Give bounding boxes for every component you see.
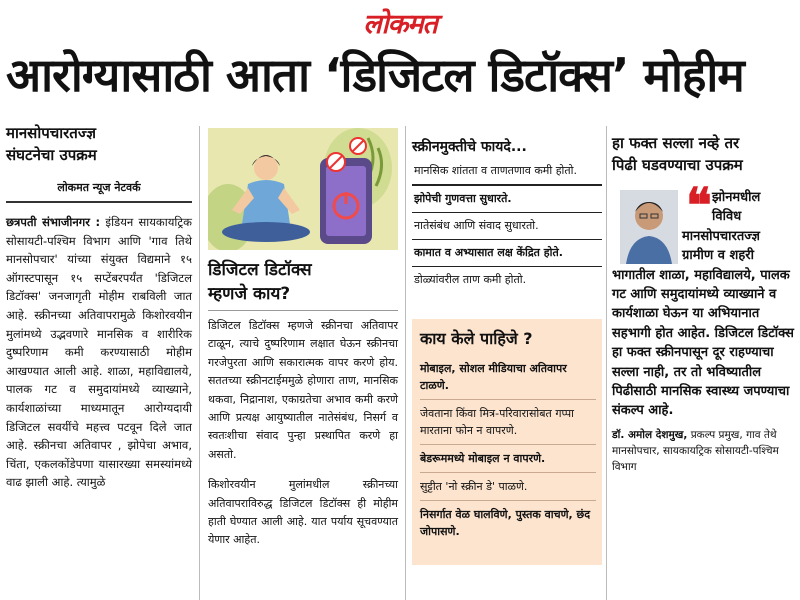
byline: लोकमत न्यूज नेटवर्क xyxy=(6,180,192,203)
explainer-paragraph: डिजिटल डिटॉक्स म्हणजे स्क्रीनचा अतिवापर टाळून, त्याचे दुष्परिणाम लक्षात घेऊन स्क्रीनचा गरजेपुरता आणि सकारात्मक वापर करणे होय. सततच्या स्क्रीनटाईममुळे होणारा ताण, मानसिक थकवा, निद्रानाश, एकाग्रतेचा अभाव कमी करणे आणि प्रत्यक्ष आयुष्यातील नातेसंबंध, निसर्ग व स्वतःशीचा संवाद पुन्हा प्रस्थापित करणे हा असतो. xyxy=(208,319,398,461)
article-subhead: मानसोपचारतज्ज्ञ संघटनेचा उपक्रम xyxy=(6,124,97,164)
benefit-item: डोळ्यांवरील ताण कमी होतो. xyxy=(414,273,527,286)
todo-box xyxy=(412,319,602,565)
quote-column-heading: हा फक्त सल्ला नव्हे तर पिढी घडवण्याचा उपक्रम xyxy=(612,134,743,174)
quote-column xyxy=(612,122,800,475)
todo-item: सुट्टीत 'नो स्क्रीन डे' पाळणे. xyxy=(420,473,596,501)
benefit-item: मानसिक शांतता व ताणतणाव कमी होतो. xyxy=(412,158,602,186)
explainer-heading: डिजिटल डिटॉक्स म्हणजे काय? xyxy=(208,258,398,311)
main-article-column xyxy=(6,122,192,492)
newspaper-logo: लोकमत xyxy=(363,9,437,40)
headline: आरोग्यासाठी आता ‘डिजिटल डिटॉक्स’ मोहीम xyxy=(6,48,744,102)
todo-item: मोबाइल, सोशल मीडियाचा अतिवापर टाळणे. xyxy=(420,355,596,400)
todo-item: बेडरूममध्ये मोबाइल न वापरणे. xyxy=(420,445,596,473)
benefit-item: कामात व अभ्यासात लक्ष केंद्रित होते. xyxy=(412,240,602,267)
benefits-heading: स्क्रीनमुक्तीचे फायदे... xyxy=(412,139,527,155)
explainer-paragraph: किशोरवयीन मुलांमधील स्क्रीनच्या अतिवापराविरुद्ध डिजिटल डिटॉक्स ही मोहीम हाती घेण्यात आली आहे. यात पर्याय सूचवण्यात येणार आहेत. xyxy=(208,478,398,547)
todo-item: जेवताना किंवा मित्र-परिवारासोबत गप्पा मारताना फोन न वापरणे. xyxy=(420,400,596,445)
benefit-item: नातेसंबंध आणि संवाद सुधारतो. xyxy=(412,213,602,240)
quote-area xyxy=(612,178,800,475)
meditating-person-illustration xyxy=(208,128,398,250)
todo-heading: काय केले पाहिजे ? xyxy=(420,329,533,348)
benefit-item: झोपेची गुणवत्ता सुधारते. xyxy=(412,186,602,213)
quote-mark-icon: ❝ xyxy=(686,178,712,234)
article-body-text: इंडियन सायकायट्रिक सोसायटी-पश्चिम विभाग आणि 'गाव तिथे मानसोपचार' यांच्या संयुक्त विद्यमाने १५ ऑगस्टपासून १५ सप्टेंबरपर्यंत 'डिजिटल डिटॉक्स' जनजागृती मोहीम राबविली जात आहे. स्क्रीनच्या अतिवापरामुळे किशोरवयीन मुलांमध्ये उद्भवणारे मानसिक व शारीरिक दुष्परिणाम कमी करण्यासाठी मोहीम आखण्यात आली आहे. शाळा, महाविद्यालये, पालक गट व समुदायांमध्ये व्याख्याने, कार्यशाळांच्या माध्यमातून आरोग्यदायी डिजिटल सवयींचे महत्त्व पटवून दिले जात आहे. स्क्रीनचा अतिवापर , झोपेचा अभाव, चिंता, एकलकोंडेपणा यासारख्या समस्यांमध्ये वाढ झाली आहे. त्यामुळे xyxy=(6,215,193,490)
todo-item: निसर्गात वेळ घालविणे, पुस्तक वाचणे, छंद जोपासणे. xyxy=(420,508,591,538)
author-photo xyxy=(620,190,678,264)
quote-attribution: डॉ. अमोल देशमुख, प्रकल्प प्रमुख, गाव तेथे मानसोपचार, सायकायट्रिक सोसायटी-पश्चिम विभाग xyxy=(612,428,779,473)
explainer-column xyxy=(208,122,398,550)
masthead xyxy=(0,0,800,44)
column-divider xyxy=(199,126,200,600)
column-divider xyxy=(606,126,607,600)
quote-text: झोनमधील विविध मानसोपचारतज्ज्ञ ग्रामीण व शहरी भागातील शाळा, महाविद्यालये, पालक गट आणि समुदायांमध्ये व्याख्याने व कार्यशाळा घेऊन या अभियानात सहभागी होत आहेत. डिजिटल डिटॉक्स हा फक्त स्क्रीनपासून दूर राहण्याचा सल्ला नाही, तर तो भविष्यातील पिढीसाठी मानसिक स्वास्थ्य जपण्याचा संकल्प आहे. xyxy=(612,190,794,419)
benefits-column xyxy=(412,122,602,565)
column-divider xyxy=(405,126,406,600)
dateline-place: छत्रपती संभाजीनगर : xyxy=(6,215,101,229)
article-body xyxy=(6,213,192,492)
